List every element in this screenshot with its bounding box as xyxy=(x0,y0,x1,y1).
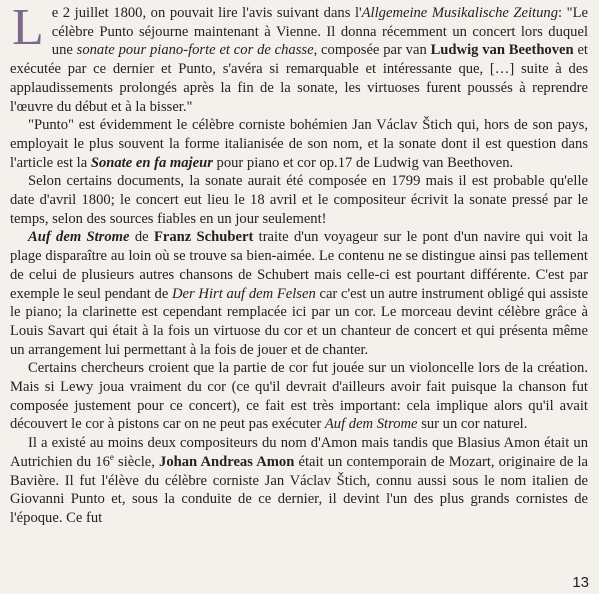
composer-name: Johan Andreas Amon xyxy=(159,453,295,470)
paragraph-6 xyxy=(10,434,588,528)
text-run: Certains chercheurs croient que la partie de cor fut jouée sur un violoncelle lors de la création. Mais si Lewy joua vraiment du cor (ce qu'il devrait d'ailleurs avoir fait puisque la chanson fut composée justement pour ce concert), ce fait est très important: cela implique alors qu'il avait découvert le cor à pistons car on ne peut pas exécuter xyxy=(10,360,588,433)
text-run: pour piano et cor op.17 de Ludwig van Beethoven. xyxy=(212,154,514,171)
composer-name: Ludwig van Beethoven xyxy=(430,42,574,59)
text-run: était un contemporain de Mozart, originaire de la Bavière. Il fut l'élève du célèbre corniste Jan Václav Štich, connu aussi sous le nom italien de Giovanni Punto et, sous la conduite de ce dernier, il devint l'un des plus grands cornistes de l'époque. Ce fut xyxy=(10,453,588,526)
drop-cap: L xyxy=(12,0,44,56)
work-title: Sonate en fa majeur xyxy=(90,154,213,171)
paragraph-2 xyxy=(10,116,588,172)
text-run: Il a existé au moins deux compositeurs du nom d'Amon mais tandis que Blasius Amon était un Autrichien du 16 xyxy=(10,435,588,470)
text-run: de xyxy=(129,229,154,246)
composer-name: Franz Schubert xyxy=(153,229,254,246)
text-run: siècle, xyxy=(113,453,160,470)
superscript: e xyxy=(109,452,114,463)
text-run: , composée par van xyxy=(313,42,431,59)
text-run: Selon certains documents, la sonate aurait été composée en 1799 mais il est probable qu'elle date d'avril 1800; le concert eut lieu le 18 avril et le compositeur écrivit la sonate pressé par le temps, selon des sources fiables en un jour seulement! xyxy=(10,173,588,227)
paragraph-4 xyxy=(10,228,588,359)
text-run: : "Le célèbre Punto séjourne maintenant à Vienne. Il donna récemment un concert lors duquel une xyxy=(51,5,588,59)
text-run: e 2 juillet 1800, on pouvait lire l'avis suivant dans l' xyxy=(51,5,362,21)
italic-title: Allgemeine Musikalische Zeitung xyxy=(361,5,559,21)
text-run: et exécutée par ce dernier et Punto, s'avéra si remarquable et intéressante que, […] suite à des applaudissements prolongés après la fin de la sonate, les virtuoses furent poussés à reprendre l'œuvre du début et à la bisser." xyxy=(10,42,588,115)
italic-title: Auf dem Strome xyxy=(324,416,418,433)
page-number: 13 xyxy=(572,574,589,591)
body-text xyxy=(10,0,589,528)
text-run: traite d'un voyageur sur le pont d'un navire qui voit la plage disparaître au loin où se trouve sa bien-aimée. Le contenu ne se distingue ainsi pas tellement de celui de plusieurs autres chansons de Schubert mais celle-ci est pourtant différente. C'est par exemple le seul pendant de xyxy=(10,229,588,302)
italic-title: sonate pour piano-forte et cor de chasse xyxy=(76,42,314,59)
paragraph-1 xyxy=(10,0,588,116)
work-title: Auf dem Strome xyxy=(28,229,130,246)
paragraph-5 xyxy=(10,359,588,434)
text-run: "Punto" est évidemment le célèbre corniste bohémien Jan Václav Štich qui, hors de son pays, employait le plus souvent la forme italianisée de son nom, et la sonate dont il est question dans l'article est la xyxy=(10,117,588,171)
text-run: car c'est un autre instrument obligé qui assiste le piano; la clarinette est cependant remplacée ici par un cor. Le morceau devint célèbre grâce à Louis Savart qui était à la fois un virtuose du cor et un chanteur de concert et qui présenta même un arrangement lui permettant à la fois de jouer et de chanter. xyxy=(10,285,589,358)
italic-title: Der Hirt auf dem Felsen xyxy=(172,285,316,302)
text-run: sur un cor naturel. xyxy=(417,416,528,433)
paragraph-3 xyxy=(10,172,588,228)
